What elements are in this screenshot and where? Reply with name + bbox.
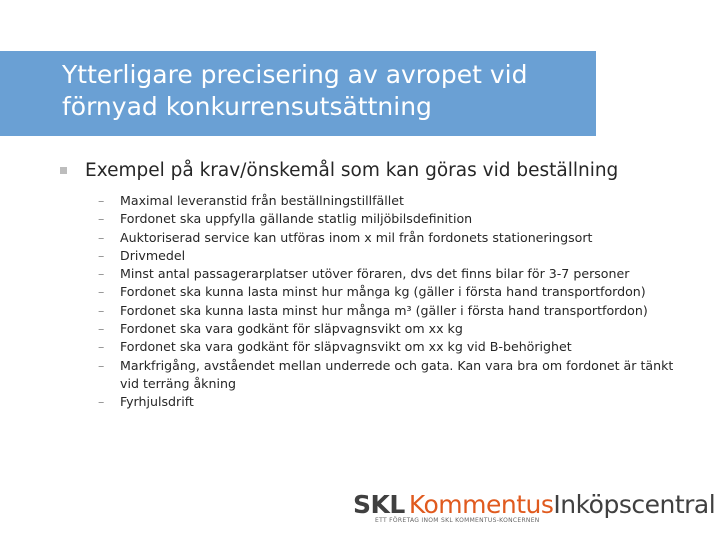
dash-bullet-icon: – — [98, 302, 105, 318]
sub-bullet-item: – Maximal leveranstid från beställningstillfället — [98, 192, 678, 210]
sub-bullet-item: – Auktoriserad service kan utföras inom x mil från fordonets stationeringsort — [98, 229, 678, 247]
dash-bullet-icon: – — [98, 266, 105, 282]
dash-bullet-icon: – — [98, 357, 105, 373]
dash-bullet-icon: – — [98, 193, 105, 208]
dash-bullet-icon: – — [98, 284, 105, 300]
sub-bullet-item: – Drivmedel — [98, 247, 678, 265]
sub-bullet-item: – Fordonet ska vara godkänt för släpvagnsvikt om xx kg — [98, 320, 678, 338]
sub-bullet-item: – Fordonet ska kunna lasta minst hur många m³ (gäller i första hand transportfordon) — [98, 302, 678, 320]
skl-kommentus-logo — [350, 489, 716, 530]
sub-bullet-item: – Markfrigång, avståendet mellan underrede och gata. Kan vara bra om fordonet är tänkt vid terräng åkning — [98, 357, 674, 391]
dash-bullet-icon: – — [98, 211, 105, 227]
sub-bullet-item: – Fordonet ska kunna lasta minst hur många kg (gäller i första hand transportfordon) — [98, 283, 678, 301]
dash-bullet-icon: – — [98, 321, 105, 337]
dash-bullet-icon: – — [98, 229, 105, 245]
logo-text-inkopscentral: Inköpscentral — [553, 489, 716, 519]
sub-bullet-item: – Minst antal passagerarplatser utöver föraren, dvs det finns bilar för 3-7 personer — [98, 265, 678, 283]
sub-bullet-item: – Fordonet ska uppfylla gällande statlig miljöbilsdefinition — [98, 210, 678, 228]
sub-bullet-item: – Fyrhjulsdrift — [98, 393, 678, 411]
main-bullet-text: Exempel på krav/önskemål som kan göras vid beställning — [85, 160, 619, 181]
main-bullet — [60, 160, 618, 181]
logo-text-kommentus: Kommentus — [408, 489, 554, 519]
sub-bullet-item: – Fordonet ska vara godkänt för släpvagnsvikt om xx kg vid B-behörighet — [98, 338, 678, 356]
dash-bullet-icon: – — [98, 247, 105, 263]
dash-bullet-icon: – — [98, 339, 105, 355]
logo-tagline: ETT FÖRETAG INOM SKL KOMMENTUS-KONCERNEN — [375, 517, 540, 524]
slide-title: Ytterligare precisering av avropet vid förnyad konkurrensutsättning — [62, 60, 528, 121]
logo-text-skl: SKL — [353, 489, 405, 519]
dash-bullet-icon: – — [98, 394, 105, 410]
sub-bullet-list — [98, 192, 678, 412]
square-bullet-icon — [60, 167, 67, 174]
